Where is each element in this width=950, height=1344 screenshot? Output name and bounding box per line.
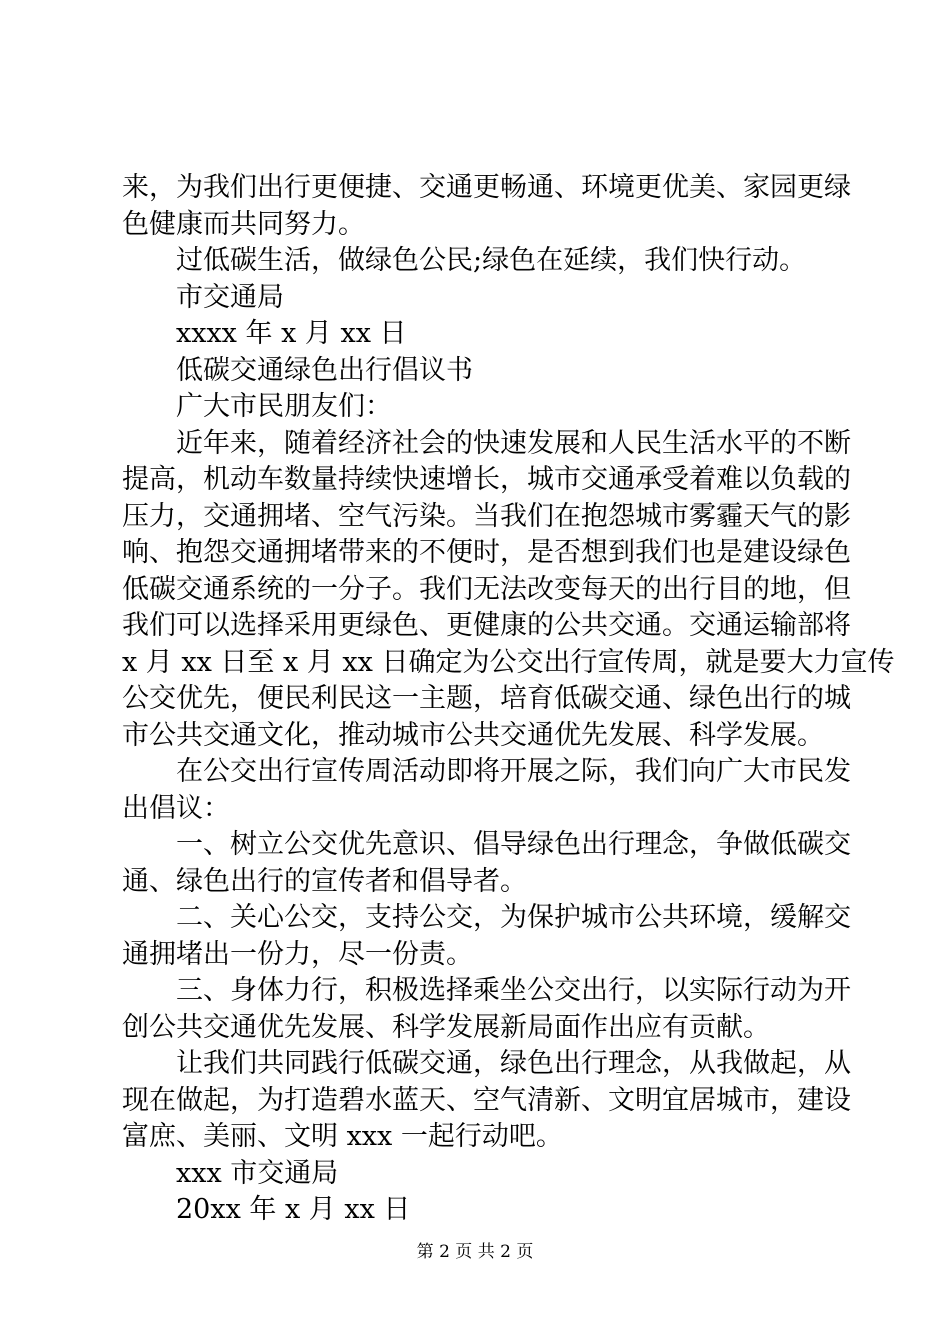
proposal-item: 二、关心公交，支持公交，为保护城市公共环境，缓解交 bbox=[176, 902, 851, 933]
page-footer bbox=[0, 1240, 950, 1264]
text-line: 公交优先，便民利民这一主题，培育低碳交通、绿色出行的城 bbox=[122, 683, 851, 714]
text-line: 通、绿色出行的宣传者和倡导者。 bbox=[122, 865, 527, 897]
document-title: 低碳交通绿色出行倡议书 bbox=[176, 354, 473, 386]
text-line: 在公交出行宣传周活动即将开展之际，我们向广大市民发 bbox=[176, 756, 851, 787]
text-line: 压力，交通拥堵、空气污染。当我们在抱怨城市雾霾天气的影 bbox=[122, 500, 851, 532]
text-line: 响、抱怨交通拥堵带来的不便时，是否想到我们也是建设绿色 bbox=[122, 537, 851, 568]
document-body bbox=[122, 170, 895, 1229]
text-line: 出倡议： bbox=[122, 792, 230, 824]
proposal-item: 一、树立公交优先意识、倡导绿色出行理念，争做低碳交 bbox=[176, 829, 851, 860]
text-line: x 月 xx 日至 x 月 xx 日确定为公交出行宣传周，就是要大力宣传 bbox=[122, 646, 895, 678]
text-line: 现在做起，为打造碧水蓝天、空气清新、文明宜居城市，建设 bbox=[122, 1084, 851, 1116]
page-number: 第 2 页 共 2 页 bbox=[416, 1242, 534, 1262]
signature-department: xxx 市交通局 bbox=[176, 1157, 339, 1189]
text-line: 低碳交通系统的一分子。我们无法改变每天的出行目的地，但 bbox=[122, 573, 851, 605]
text-line: 通拥堵出一份力，尽一份责。 bbox=[122, 938, 473, 970]
proposal-item: 三、身体力行，积极选择乘坐公交出行，以实际行动为开 bbox=[176, 975, 851, 1006]
text-line: 富庶、美丽、文明 xxx 一起行动吧。 bbox=[122, 1121, 563, 1152]
text-line: 我们可以选择采用更绿色、更健康的公共交通。交通运输部将 bbox=[122, 610, 851, 641]
signature-date: xxxx 年 x 月 xx 日 bbox=[176, 318, 407, 349]
text-line: 色健康而共同努力。 bbox=[122, 208, 365, 240]
signature-department: 市交通局 bbox=[176, 281, 284, 313]
text-line: 让我们共同践行低碳交通，绿色出行理念，从我做起，从 bbox=[176, 1048, 851, 1079]
text-line: 提高，机动车数量持续快速增长，城市交通承受着难以负载的 bbox=[122, 464, 851, 495]
signature-date: 20xx 年 x 月 xx 日 bbox=[176, 1194, 411, 1225]
text-line: 近年来，随着经济社会的快速发展和人民生活水平的不断 bbox=[176, 427, 851, 459]
text-line: 来，为我们出行更便捷、交通更畅通、环境更优美、家园更绿 bbox=[122, 172, 851, 203]
text-line: 市公共交通文化，推动城市公共交通优先发展、科学发展。 bbox=[122, 719, 824, 751]
text-line: 创公共交通优先发展、科学发展新局面作出应有贡献。 bbox=[122, 1011, 770, 1043]
salutation: 广大市民朋友们： bbox=[176, 391, 392, 422]
text-line: 过低碳生活，做绿色公民;绿色在延续，我们快行动。 bbox=[176, 245, 807, 276]
